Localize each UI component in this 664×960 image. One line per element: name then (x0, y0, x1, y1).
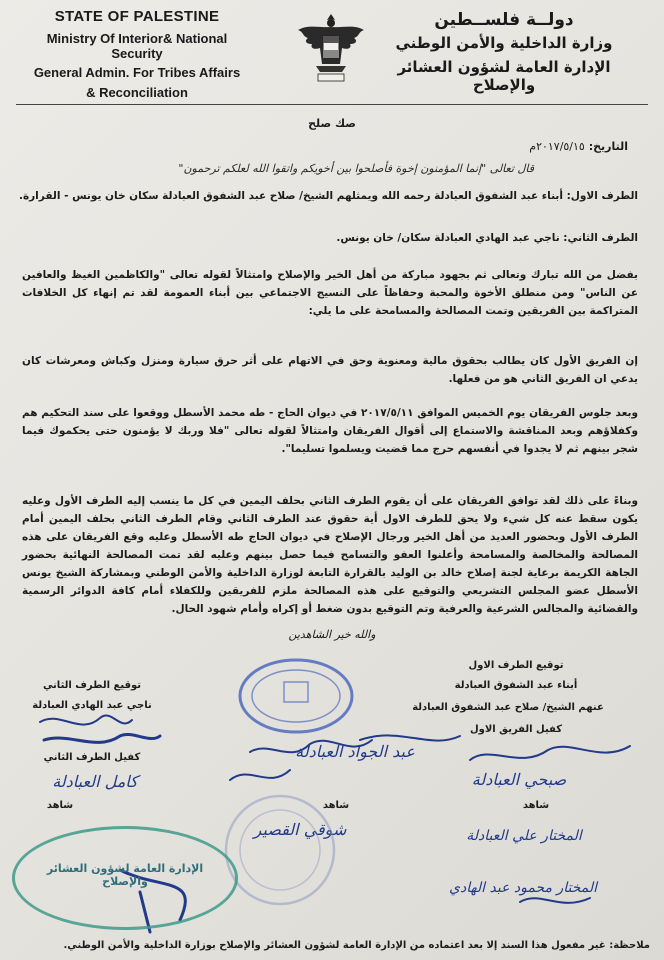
handwritten-sig-middle-2: شوقي القصير (253, 820, 347, 839)
sig-party-one-representative: عنهم الشيخ/ صلاح عبد الشفوق العبادلة (412, 702, 604, 713)
paragraph-agreement: وبناءً على ذلك لقد توافق الفريقان على أن يقوم الطرف الثاني بحلف اليمين في كل ما ينسب إليه الطرف الأول وعليه يكون سقط عنه كل شيء ولا يحق للطرف الاول أية حقوق عند الطرف الثاني وقام الطرف الثاني بحلف اليمين أمام الطرف الأول وبحضور العديد من أهل الخير ورجال الإصلاح في ديوان الحاج طه الأسطل وعليه وقع الفريقان على هذه المصالحة والمخالصة والمسامحة وأعلنوا العفو والتسامح فيما حصل بينهم وعليه لقد تمت المصالحة النهائية بحضور الجاهة الكريمة برعاية لجنة إصلاح خالد بن الوليد بالقرارة التابعة لوزارة الداخلية والأمن الوطني وبمشاركة الشيخ يونس الأسطل عضو المجلس التشريعي والتوقيع على هذه المصالحة ملزم للفريقين وللكفلاء أمام كافة الدوائر الرسمية والقضائية والمجالس الشرعية والعرفية وتم التوقيع بدون ضغط أو إكراه وأمام شهود الحال. (22, 495, 638, 615)
paragraph-claims: إن الفريق الأول كان يطالب بحقوق مالية ومعنوية وحق في الاتهام على أثر حرق سيارة ومنزل وكباش ومعرشات كان يدعي ان الفريق الثاني هو من فعلها. (22, 355, 638, 385)
date-value: ٢٠١٧/٥/١٥م (529, 140, 585, 153)
header-ar-admin: الإدارة العامة لشؤون العشائر والإصلاح (397, 58, 611, 94)
header-ministry: Ministry Of Interior& National Security (46, 31, 228, 61)
header-admin: General Admin. For Tribes Affairs (33, 65, 241, 80)
sig-guarantor-two-label: كفيل الطرف الثاني (43, 752, 141, 763)
handwritten-sig-right-1: صبحي العبادلة (471, 770, 567, 789)
paragraph-intro: بفضل من الله تبارك وتعالى ثم بجهود مباركة من أهل الخير والإصلاح وامتثالاً لقوله تعالى "والكاظمين الغيظ والعافين عن الناس" ومن منطلق الأخوة والمحبة وحفاظاً على النسيج الاجتماعي بين أبناء العمومة لقد تم إنهاء كل الخلافات المتراكمة بين الفريقين وتمت المصالحة والمسامحة على ما يلي: (22, 269, 638, 317)
paragraph-session: وبعد جلوس الفريقان يوم الخميس الموافق ٢٠١٧/٥/١١ في ديوان الحاج - طه محمد الأسطل ووقعوا على سند التحكيم هم وكفلاؤهم وبعد المناقشة والاستماع إلى أقوال الفريقان وامتثالاً لقوله تعالى "فلا وربك لا يؤمنون حتى يحكموك فيما شجر بينهم ثم لا يجدوا في أنفسهم حرج مما قضيت ويسلموا تسليما". (22, 407, 638, 455)
sig-party-two-name: ناجي عبد الهادي العبادلة (32, 700, 152, 711)
sig-party-two-label: توقيع الطرف الثاني (42, 680, 142, 691)
party-one: الطرف الاول: أبناء عبد الشفوق العبادلة رحمه الله ويمثلهم الشيخ/ صلاح عبد الشفوق العبادلة سكان خان يونس - القرارة. (18, 190, 638, 202)
handwritten-sig-right-2: المختار علي العبادلة (466, 828, 582, 844)
document-title: صك صلح (308, 117, 356, 130)
sig-party-one-name: أبناء عبد الشفوق العبادلة (454, 680, 578, 691)
header-state: STATE OF PALESTINE (54, 8, 220, 25)
handwritten-sig-middle-1: عبد الجواد العبادلة (295, 742, 415, 761)
handwritten-sig-left-1: كامل العبادلة (52, 772, 138, 791)
witness-label-left: شاهد (46, 800, 74, 811)
header-arabic (374, 10, 634, 94)
palestine-eagle-emblem-icon (290, 6, 372, 88)
header-admin-2: & Reconciliation (86, 85, 188, 100)
header-divider (16, 104, 648, 105)
footer-note: ملاحظة: غير مفعول هذا السند إلا بعد اعتماده من الإدارة العامة لشؤون العشائر والإصلاح بوزارة الداخلية والأمن الوطني. (63, 940, 650, 951)
closing-phrase: والله خير الشاهدين (288, 628, 376, 641)
header-ar-state: دولــة فلســطين (434, 10, 574, 30)
sig-guarantor-one-label: كفيل الفريق الاول (469, 724, 563, 735)
date-label: التاريخ: (588, 140, 628, 153)
witness-label-middle: شاهد (322, 800, 350, 811)
header-ar-ministry: وزارة الداخلية والأمن الوطني (395, 34, 613, 52)
party-two: الطرف الثاني: ناجي عبد الهادي العبادلة سكان/ خان يونس. (336, 232, 638, 244)
opening-verse: قال تعالى "إنما المؤمنون إخوة فأصلحوا بين أخويكم واتقوا الله لعلكم ترحمون" (178, 162, 534, 175)
header-english (22, 8, 252, 101)
sig-party-one-label: توقيع الطرف الاول (468, 660, 564, 671)
witness-label-right: شاهد (522, 800, 550, 811)
document-date (529, 140, 628, 153)
official-stamp-top-icon (236, 656, 356, 736)
handwritten-sig-right-3: المختار محمود عبد الهادي (449, 880, 597, 896)
green-stamp-text: الإدارة العامة لشؤون العشائر والإصلاح (46, 862, 204, 888)
